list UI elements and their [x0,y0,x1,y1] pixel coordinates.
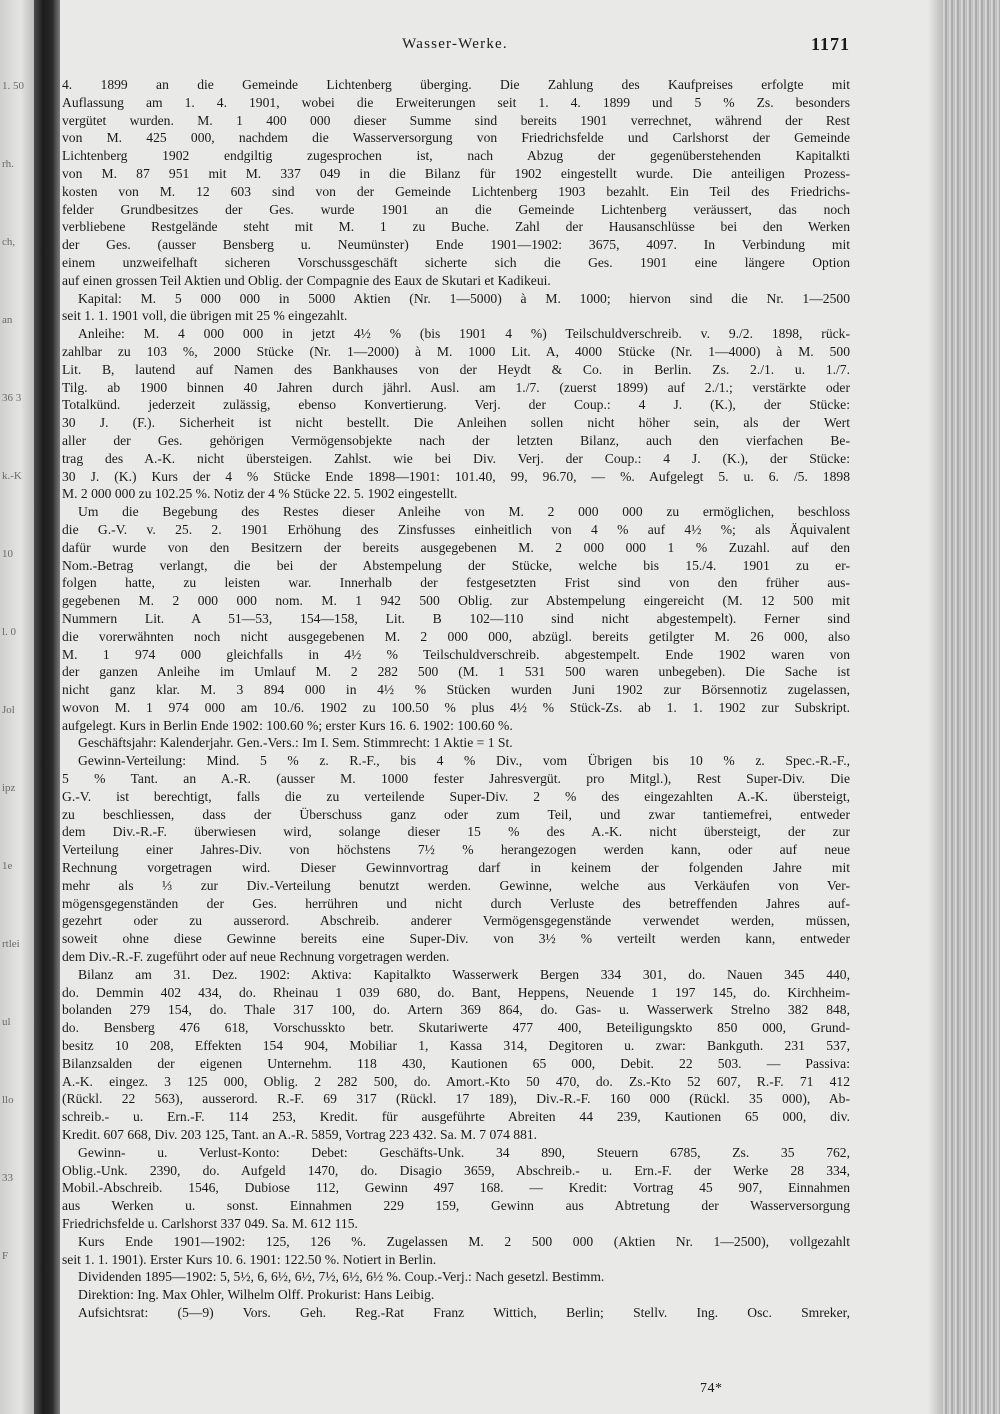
text-line: auf einen grossen Teil Aktien und Oblig. der Compagnie des Eaux de Skutari et Kadikeui. [62,272,551,288]
body-text [62,76,850,1322]
text-line: 5 % Tant. an A.-R. (ausser M. 1000 fester Jahresvergüt. pro Mitgl.), Rest Super-Div. Die [62,771,850,787]
text-line: von M. 87 951 mit M. 337 049 in die Bilanz für 1902 eingestellt wurde. Die anteiligen Prozess- [62,165,850,181]
text-line: Auflassung am 1. 4. 1901, wobei die Erweiterungen seit 1. 4. 1899 und 5 % Zs. besonders [62,94,850,110]
margin-fragment: 10 [2,548,13,560]
text-line: dem Div.-R.-F. zugeführt oder auf neue Rechnung vorgetragen werden. [62,949,450,965]
text-line: Aufsichtsrat: (5—9) Vors. Geh. Reg.-Rat Franz Wittich, Berlin; Stellv. Ing. Osc. Smreker, [78,1304,850,1320]
text-line: bolanden 279 154, do. Thale 317 100, do. Artern 369 864, do. Gas- u. Wasserwerk Strelno 382 848, [62,1002,850,1018]
margin-fragment: ch, [2,236,16,248]
text-line: dem Div.-R.-F. überwiesen wird, solange dieser 15 % des A.-K. nicht übersteigt, der zur [62,824,850,840]
margin-fragment: l. 0 [2,626,17,638]
text-line: 30 J. (F.). Sicherheit ist nicht bestellt. Die Anleihen sollen nicht höher sein, als der Wert [62,415,850,431]
text-line: 4. 1899 an die Gemeinde Lichtenberg überging. Die Zahlung des Kaufpreises erfolgte mit [62,77,850,92]
page-header [60,36,850,58]
text-line: felder Grundbesitzes der Ges. wurde 1901 an die Gemeinde Lichtenberg veräussert, das noch [62,201,850,217]
text-line: soweit ohne diese Gewinne bereits eine Super-Div. von 3½ % verteilt werden kann, entweder [62,931,850,947]
text-line: mögensgegenständen der Ges. herrühren und nicht durch Verluste des betreffenden Jahres auf- [62,895,850,911]
margin-fragment: an [2,314,13,326]
text-line: G.-V. ist berechtigt, falls die zu verteilende Super-Div. 2 % des eingezahlten A.-K. übersteigt, [62,788,850,804]
text-line: verbliebene Restgelände steht mit M. 1 zu Buche. Zahl der Hausanschlüsse bei den Werken [62,219,850,235]
text-line: trag des A.-K. nicht übersteigen. Zahlst. wie bei Div. Verj. der Coup.: 4 J. (K.), der Stücke: [62,450,850,466]
margin-fragment: F [2,1250,9,1262]
text-line: der Ges. (ausser Bensberg u. Neumünster) Ende 1901—1902: 3675, 4097. In Verbindung mit [62,237,850,253]
text-line: Verteilung einer Jahres-Div. von höchstens 7½ % herangezogen werden kann, oder auf neue [62,842,850,858]
text-line: seit 1. 1. 1901). Erster Kurs 10. 6. 1901: 122.50 %. Notiert in Berlin. [62,1251,437,1267]
text-line: vergütet wurden. M. 1 400 000 dieser Summe sind bereits 1901 verrechnet, während der Rest [62,112,850,128]
text-line: Nom.-Betrag verlangt, die bei der Abstempelung der Stücke, welche bis 15./4. 1901 zu er- [62,557,850,573]
text-line: M. 1 974 000 gleichfalls in 4½ % Teilschuldverschreib. abgestempelt. Ende 1902 waren von [62,646,850,662]
text-line: Kredit. 607 668, Div. 203 125, Tant. an A.-R. 5859, Vortrag 223 432. Sa. M. 7 074 881. [62,1127,538,1143]
margin-fragment: 1e [2,860,13,872]
text-line: einem unzweifelhaft sicheren Vorschussgeschäft sicherte sich die Ges. 1901 eine längere Option [62,254,850,270]
page-number: 1171 [810,34,850,54]
text-line: nicht ganz klar. M. 3 894 000 in 4½ % Stücken wurden Juni 1902 zur Börsennotiz zugelassen, [62,682,850,698]
margin-fragment: ipz [2,782,16,794]
text-line: Tilg. ab 1900 binnen 40 Jahren durch jährl. Ausl. am 1./7. (zuerst 1899) auf 2./1.; verstärkte oder [62,379,850,395]
margin-fragment: ul [2,1016,11,1028]
margin-fragment: 36 3 [2,392,22,404]
text-line: aller der Ges. gehörigen Vermögensobjekte nach der letzten Bilanz, auch den vierfachen Be- [62,432,850,448]
text-line: Rechnung vorgetragen wird. Dieser Gewinnvortrag darf in keinem der folgenden Jahre mit [62,860,850,876]
text-line: Lichtenberg 1902 endgiltig zugesprochen ist, nach Abzug der gegenüberstehenden Kapitalkti [62,148,850,164]
text-line: 30 J. (K.) Kurs der 4 % Stücke Ende 1898—1901: 101.40, 99, 96.70, — %. Aufgelegt 5. u. 6. /5. 1898 [62,468,850,484]
margin-fragment: llo [2,1094,14,1106]
text-line: A.-K. eingez. 3 125 000, Oblig. 2 282 500, do. Amort.-Kto 50 470, do. Zs.-Kto 52 607, R.-F. 71 412 [62,1073,850,1089]
text-line: Direktion: Ing. Max Ohler, Wilhelm Olff. Prokurist: Hans Leibig. [78,1287,435,1303]
text-line: M. 2 000 000 zu 102.25 %. Notiz der 4 % Stücke 22. 5. 1902 eingestellt. [62,486,458,502]
text-line: Gewinn-Verteilung: Mind. 5 % z. R.-F., bis 4 % Div., vom Übrigen bis 10 % z. Spec.-R.-F., [78,753,850,769]
text-line: Dividenden 1895—1902: 5, 5½, 6, 6½, 6½, 7½, 6½, 6½ %. Coup.-Verj.: Nach gesetzl. Bestimm. [78,1269,605,1285]
text-line: von M. 425 000, nachdem die Wasserversorgung von Friedrichsfelde und Carlshorst der Gemeinde [62,130,850,146]
text-line: mehr als ⅓ zur Div.-Verteilung benutzt werden. Gewinne, welche aus Verkäufen von Ver- [62,877,850,893]
text-line: Nummern Lit. A 51—53, 154—158, Lit. B 102—110 sind nicht abgestempelt). Ferner sind [62,610,850,626]
text-line: die vorerwähnten noch nicht ausgegebenen M. 2 000 000, abzügl. bereits getilgter M. 26 000, also [62,628,850,644]
text-line: schreib.- u. Ern.-F. 114 253, Kredit. für ausgeführte Abreiten 44 239, Kautionen 65 000, div. [62,1109,850,1125]
text-line: die G.-V. v. 25. 2. 1901 Erhöhung des Zinsfusses einheitlich von 4 % auf 4½ %; als Äquivalent [62,521,850,537]
page-curl-shadow [928,0,942,1414]
text-line: Gewinn- u. Verlust-Konto: Debet: Geschäfts-Unk. 34 890, Steuern 6785, Zs. 35 762, [78,1144,850,1160]
text-line: gezehrt oder zu ausserord. Abschreib. anderer Vermögensgegenstände verwendet werden, müssen, [62,913,850,929]
text-line: Bilanzsalden der eigenen Unternehm. 118 430, Kautionen 65 000, Debit. 22 503. — Passiva: [62,1055,850,1071]
text-line: Friedrichsfelde u. Carlshorst 337 049. Sa. M. 612 115. [62,1216,358,1231]
text-line: wovon M. 1 974 000 am 10./6. 1902 zu 100.50 % plus 4½ % Stück-Zs. ab 1. 1. 1902 zur Subskript. [62,699,850,715]
text-line: Kapital: M. 5 000 000 in 5000 Aktien (Nr. 1—5000) à M. 1000; hiervon sind die Nr. 1—2500 [78,290,850,306]
text-line: kosten von M. 12 603 sind von der Gemeinde Lichtenberg 1903 bezahlt. Ein Teil des Friedrichs- [62,183,850,199]
page-stack-edge [942,0,1000,1414]
text-line: der ganzen Anleihe im Umlauf M. 2 282 500 (M. 1 531 500 waren unbegeben). Die Sache ist [62,664,850,680]
text-line: Oblig.-Unk. 2390, do. Aufgeld 1470, do. Disagio 3659, Abschreib.- u. Ern.-F. der Werke 28 334, [62,1162,850,1178]
text-line: Bilanz am 31. Dez. 1902: Aktiva: Kapitalkto Wasserwerk Bergen 334 301, do. Nauen 345 440, [78,966,850,982]
margin-fragment: k.-K [2,470,22,482]
text-line: Mobil.-Abschreib. 1546, Dubiose 112, Gewinn 497 168. — Kredit: Vortrag 45 907, Einnahmen [62,1180,850,1196]
text-line: do. Demmin 402 434, do. Rheinau 1 039 680, do. Bant, Heppens, Neuende 1 197 145, do. Kirchheim- [62,984,850,1000]
margin-fragment: Jol [2,704,15,716]
text-line: Totalkünd. jederzeit zulässig, ebenso Konvertierung. Verj. der Coup.: 4 J. (K.), der Stücke: [62,397,850,413]
text-line: dafür wurde von den Besitzern der bereits ausgegebenen M. 2 000 000 1 % Zuzahl. auf den [62,539,850,555]
book-spine-shadow [34,0,60,1414]
text-line: gegebenen M. 2 000 000 nom. M. 1 942 500 Oblig. zur Abstempelung eingereicht (M. 12 500 mit [62,593,850,609]
text-line: zu beschliessen, dass der Überschuss ganz oder zum Teil, und zwar tantiemefrei, entweder [62,806,850,822]
text-line: Kurs Ende 1901—1902: 125, 126 %. Zugelassen M. 2 500 000 (Aktien Nr. 1—2500), vollgezahlt [78,1233,850,1249]
text-line: Geschäftsjahr: Kalenderjahr. Gen.-Vers.: Im I. Sem. Stimmrecht: 1 Aktie = 1 St. [78,735,513,751]
text-line: besitz 10 208, Effekten 154 904, Mobiliar 1, Kassa 314, Degitoren u. zwar: Bankguth. 231 537, [62,1038,850,1054]
text-line: folgen hatte, zu leisten war. Innerhalb der festgesetzten Frist sind von den früher aus- [62,575,850,591]
margin-fragment: rh. [2,158,14,170]
text-line: Um die Begebung des Restes dieser Anleihe von M. 2 000 000 zu ermöglichen, beschloss [78,504,850,520]
margin-fragment: rtlei [2,938,20,950]
text-line: do. Bensberg 476 618, Vorschusskto betr. Skutariwerte 477 400, Beteiligungskto 850 000, Grund- [62,1020,850,1036]
text-line: aus Werken u. sonst. Einnahmen 229 159, Gewinn aus Abtretung der Wasserversorgung [62,1198,850,1214]
margin-fragment: 1. 50 [2,80,24,92]
running-title: Wasser-Werke. [402,36,508,52]
text-line: aufgelegt. Kurs in Berlin Ende 1902: 100.60 %; erster Kurs 16. 6. 1902: 100.60 %. [62,717,513,733]
text-line: (Rückl. 22 563), ausserord. R.-F. 69 317 (Rückl. 17 189), Div.-R.-F. 160 000 (Rückl. 35 000), Ab- [62,1091,850,1107]
text-line: Anleihe: M. 4 000 000 in jetzt 4½ % (bis 1901 4 %) Teilschuldverschreib. v. 9./2. 1898, rück- [78,326,850,342]
printer-signature: 74* [700,1381,723,1396]
text-line: Lit. B, lautend auf Namen des Bankhauses von der Heydt & Co. in Berlin. Zs. 2./1. u. 1./7. [62,361,850,377]
text-line: zahlbar zu 103 %, 2000 Stücke (Nr. 1—2000) à M. 1000 Lit. A, 4000 Stücke (Nr. 1—4000) à M. 500 [62,343,850,359]
text-line: seit 1. 1. 1901 voll, die übrigen mit 25 % eingezahlt. [62,308,348,324]
margin-fragment: 33 [2,1172,13,1184]
